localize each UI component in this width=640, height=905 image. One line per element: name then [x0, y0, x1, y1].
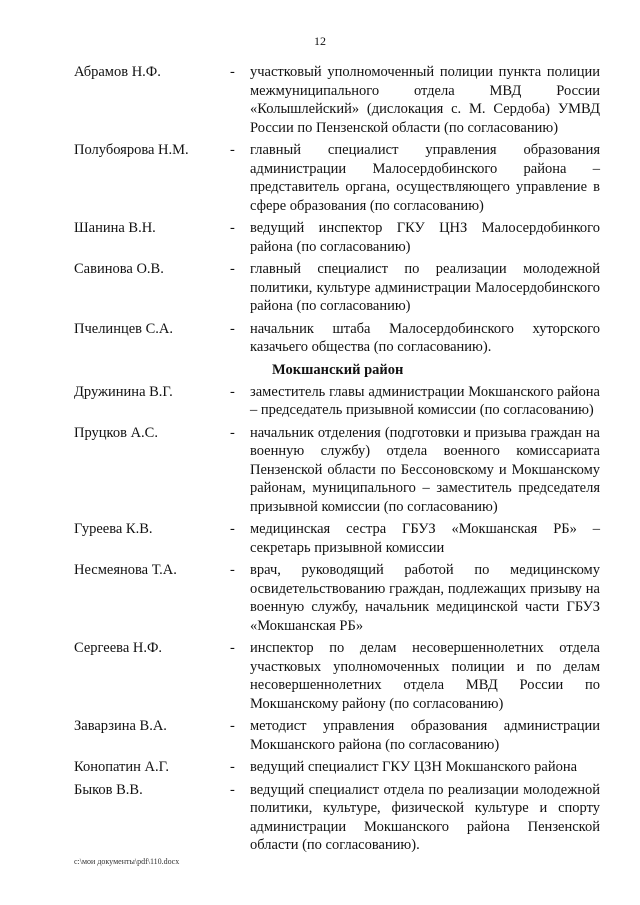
file-path-footer: c:\мои документы\pdf\110.docx	[74, 857, 180, 866]
member-name: Быков В.В.	[74, 781, 143, 798]
member-position: ведущий инспектор ГКУ ЦНЗ Малосердобинкого района (по согласованию)	[250, 220, 600, 255]
member-entry	[74, 424, 600, 517]
page-number: 12	[314, 34, 326, 48]
separator-dash: -	[230, 424, 235, 441]
member-name: Гуреева К.В.	[74, 521, 153, 537]
member-position: участковый уполномоченный полиции пункта полиции межмуниципального отдела МВД России «Колышлейский» (дислокация с. М. Сердоба) УМВД России по Пензенской области (по согласованию)	[250, 64, 600, 136]
separator-dash: -	[230, 759, 235, 775]
member-name: Дружинина В.Г.	[74, 383, 173, 400]
separator-dash: -	[230, 383, 235, 400]
separator-dash: -	[230, 220, 235, 236]
separator-dash: -	[230, 718, 235, 734]
member-position: врач, руководящий работой по медицинскому освидетельствованию граждан, подлежащих призыву на военную службу, начальник медицинской части ГБУЗ «Мокшанская РБ»	[250, 562, 600, 634]
member-entry	[74, 260, 600, 316]
separator-dash: -	[230, 781, 235, 798]
member-name: Несмеянова Т.А.	[74, 562, 177, 578]
member-entry	[74, 320, 600, 357]
member-entry	[74, 717, 600, 754]
separator-dash: -	[230, 521, 235, 537]
member-entry	[74, 141, 600, 215]
section-title: Мокшанский район	[272, 361, 404, 378]
member-name: Абрамов Н.Ф.	[74, 64, 161, 80]
member-entry	[74, 781, 600, 855]
member-position: начальник штаба Малосердобинского хуторского казачьего общества (по согласованию).	[250, 320, 600, 355]
member-name: Шанина В.Н.	[74, 220, 156, 236]
member-entry	[74, 758, 600, 777]
separator-dash: -	[230, 261, 235, 277]
member-name: Пчелинцев С.А.	[74, 320, 174, 337]
member-name: Конопатин А.Г.	[74, 759, 169, 775]
member-position: методист управления образования администрации Мокшанского района (по согласованию)	[250, 718, 600, 753]
member-name: Заварзина В.А.	[74, 718, 167, 734]
member-position: медицинская сестра ГБУЗ «Мокшанская РБ» – секретарь призывной комиссии	[250, 521, 600, 556]
member-entry	[74, 520, 600, 557]
separator-dash: -	[230, 640, 235, 656]
member-position: главный специалист по реализации молодежной политики, культуре администрации Малосердобинского района (по согласованию)	[250, 261, 600, 314]
member-entry	[74, 63, 600, 137]
member-position: ведущий специалист отдела по реализации молодежной политики, культуре, физической культуре и спорту администрации Мокшанского района Пензенской области (по согласованию).	[250, 781, 600, 853]
member-position: заместитель главы администрации Мокшанского района – председатель призывной комиссии (по согласованию)	[250, 383, 600, 418]
member-entry	[74, 639, 600, 713]
member-position: начальник отделения (подготовки и призыва граждан на военную службу) отдела военного комиссариата Пензенской области по Бессоновскому и Мокшанскому районам, муниципального – заместитель председателя призывной комиссии (по согласованию)	[250, 424, 600, 515]
commission-list	[74, 63, 600, 859]
member-name: Савинова О.В.	[74, 261, 164, 277]
separator-dash: -	[230, 320, 235, 337]
member-position: инспектор по делам несовершеннолетних отдела участковых уполномоченных полиции и по делам несовершеннолетних отдела МВД России по Мокшанскому району (по согласованию)	[250, 640, 600, 712]
member-name: Полубоярова Н.М.	[74, 142, 189, 158]
member-position: главный специалист управления образования администрации Малосердобинского района – представитель органа, осуществляющего управление в сфере образования (по согласованию)	[250, 142, 600, 214]
members-list-malosserdobinsky	[74, 63, 600, 357]
member-name: Сергеева Н.Ф.	[74, 640, 163, 656]
member-entry	[74, 219, 600, 256]
member-name: Пруцков А.С.	[74, 424, 158, 441]
members-list-mokshansky	[74, 383, 600, 855]
separator-dash: -	[230, 562, 235, 578]
member-entry	[74, 383, 600, 420]
member-entry	[74, 561, 600, 635]
separator-dash: -	[230, 142, 235, 158]
separator-dash: -	[230, 64, 235, 80]
member-position: ведущий специалист ГКУ ЦЗН Мокшанского района	[250, 759, 578, 775]
